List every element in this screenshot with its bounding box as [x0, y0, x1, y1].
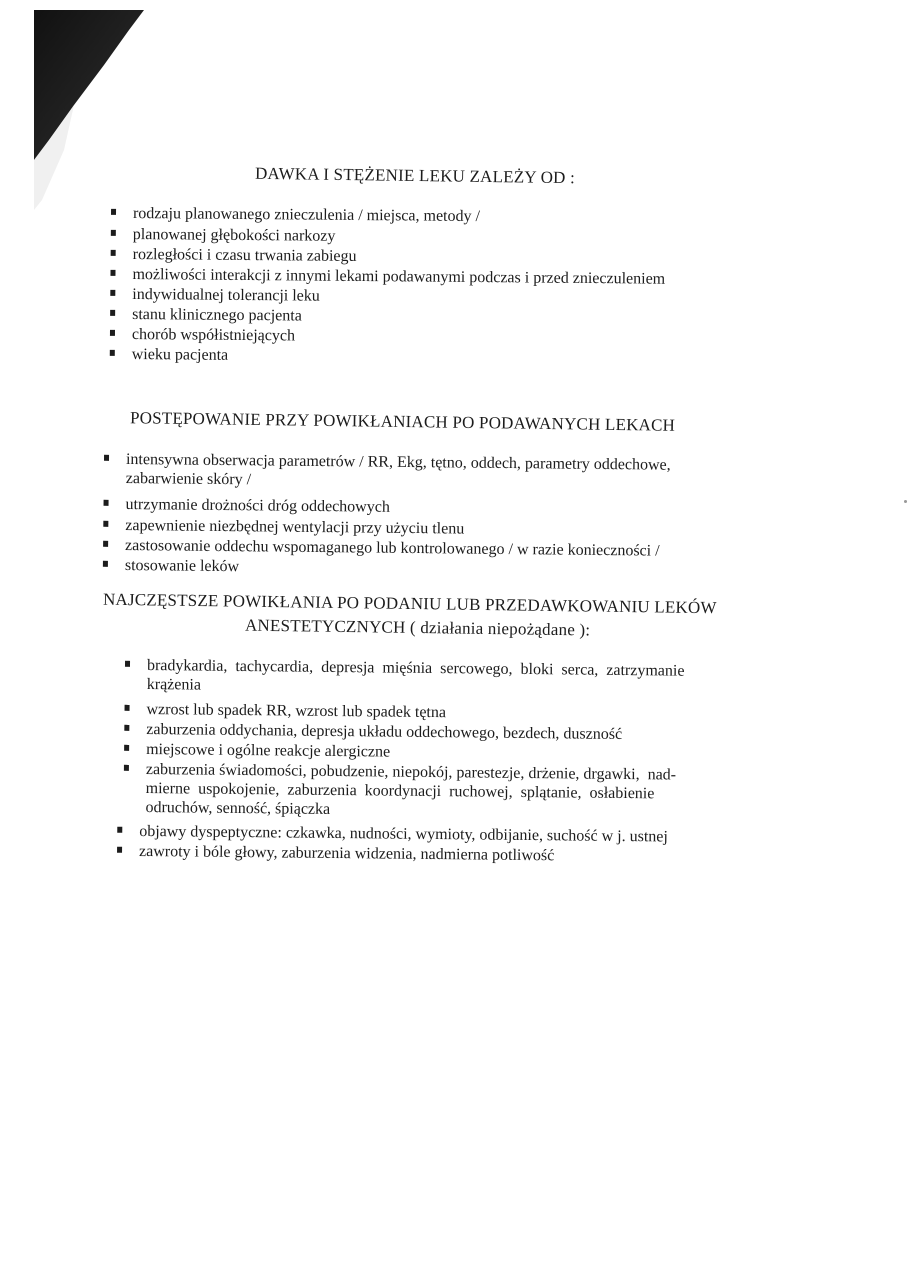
list-item — [132, 305, 302, 325]
list-item-text: wzrost lub spadek RR, wzrost lub spadek tętna — [146, 701, 447, 722]
list-item-text: rozległości i czasu trwania zabiegu — [132, 246, 357, 265]
list-item-text: możliwości interakcji z innymi lekami podawanymi podczas i przed znieczuleniem — [132, 266, 666, 288]
bullet-icon — [124, 745, 129, 751]
bullet-icon — [111, 250, 116, 256]
list-item-text: planowanej głębokości narkozy — [132, 226, 336, 245]
list-item-text: zawroty i bóle głowy, zaburzenia widzenia, nadmierna potliwość — [138, 842, 555, 865]
list-item-text-continued: odruchów, senność, śpiączka — [145, 799, 331, 818]
list-item-text: miejscowe i ogólne reakcje alergiczne — [146, 741, 391, 761]
section3-heading-continued: ANESTETYCZNYCH ( działania niepożądane ): — [244, 615, 591, 640]
list-item — [146, 700, 446, 722]
section2-heading: POSTĘPOWANIE PRZY POWIKŁANIACH PO PODAWANYCH LEKACH — [129, 408, 676, 435]
scan-speck — [904, 500, 907, 503]
section1-heading: DAWKA I STĘŻENIE LEKU ZALEŻY OD : — [254, 163, 576, 188]
list-item-text: chorób współistniejących — [131, 326, 296, 345]
bullet-icon — [124, 725, 129, 731]
list-item-text-continued: mierne uspokojenie, zaburzenia koordynacji ruchowej, splątanie, osłabienie — [145, 780, 655, 803]
scan-corner-shadow — [34, 10, 184, 210]
bullet-icon — [103, 521, 108, 527]
list-item — [126, 450, 671, 494]
bullet-icon — [125, 705, 130, 711]
list-item-text-continued: krążenia — [146, 676, 202, 694]
list-item-text: wieku pacjenta — [131, 346, 229, 364]
list-item-text-continued: zabarwienie skóry / — [125, 470, 252, 489]
list-item — [125, 495, 390, 517]
list-item — [145, 760, 676, 823]
list-item — [125, 516, 464, 539]
bullet-icon — [117, 827, 122, 833]
bullet-icon — [111, 209, 116, 215]
list-item — [133, 225, 336, 246]
list-item-text: zastosowanie oddechu wspomaganego lub kontrolowanego / w razie konieczności / — [125, 537, 660, 560]
list-item — [132, 285, 320, 306]
bullet-icon — [124, 765, 129, 771]
list-item — [125, 556, 239, 576]
list-item-text: stosowanie leków — [124, 557, 240, 576]
list-item-text: indywidualnej tolerancji leku — [132, 286, 320, 305]
list-item-text: utrzymanie drożności dróg oddechowych — [125, 496, 390, 516]
bullet-icon — [117, 847, 122, 853]
list-item — [132, 345, 229, 365]
list-item-text: rodzaju planowanego znieczulenia / miejsca, metody / — [132, 205, 481, 226]
bullet-icon — [103, 561, 108, 567]
bullet-icon — [104, 500, 109, 506]
bullet-icon — [110, 330, 115, 336]
bullet-icon — [104, 455, 109, 461]
bullet-icon — [110, 290, 115, 296]
list-item-text: objawy dyspeptyczne: czkawka, nudności, wymioty, odbijanie, suchość w j. ustnej — [139, 822, 668, 846]
list-item — [146, 740, 390, 762]
list-item — [132, 325, 295, 345]
list-item-text: bradykardia, tachycardia, depresja mięśnia sercowego, bloki serca, zatrzymanie — [146, 657, 685, 680]
section3-heading: NAJCZĘSTSZE POWIKŁANIA PO PODANIU LUB PRZEDAWKOWANIU LEKÓW — [102, 589, 717, 618]
list-item — [139, 842, 554, 865]
bullet-icon — [103, 541, 108, 547]
bullet-icon — [110, 310, 115, 316]
bullet-icon — [110, 270, 115, 276]
bullet-icon — [111, 230, 116, 236]
list-item-text: zaburzenia świadomości, pobudzenie, niepokój, parestezje, drżenie, drgawki, nad- — [145, 761, 677, 784]
list-item-text: stanu klinicznego pacjenta — [132, 306, 302, 325]
bullet-icon — [125, 661, 130, 667]
list-item-text: zapewnienie niezbędnej wentylacji przy użyciu tlenu — [125, 517, 465, 538]
list-item — [133, 204, 480, 226]
list-item — [133, 245, 357, 266]
list-item-text: zaburzenia oddychania, depresja układu oddechowego, bezdech, duszność — [146, 721, 623, 743]
list-item-text: intensywna obserwacja parametrów / RR, Ekg, tętno, oddech, parametry oddechowe, — [125, 451, 671, 474]
bullet-icon — [110, 350, 115, 356]
